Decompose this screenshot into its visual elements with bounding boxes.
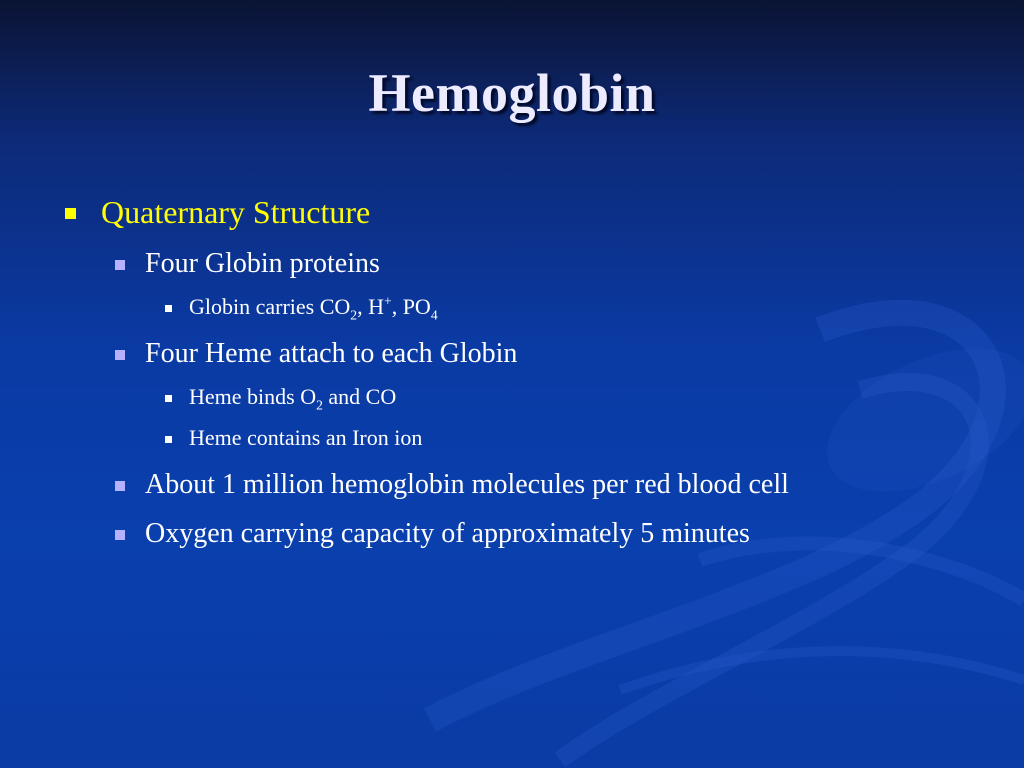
bullet-text-part: and CO <box>322 384 397 409</box>
square-bullet-icon <box>115 481 125 491</box>
bullet-text: Heme contains an Iron ion <box>189 425 423 450</box>
bullet-globin-carries <box>189 293 438 323</box>
square-bullet-icon <box>65 208 76 219</box>
bullet-text-part: Heme binds O <box>189 384 317 409</box>
bullet-text: About 1 million hemoglobin molecules per red blood cell <box>145 469 789 500</box>
slide-title: Hemoglobin <box>368 63 656 123</box>
bullet-four-globin-proteins <box>145 250 380 278</box>
bullet-four-heme-attach <box>145 340 517 368</box>
subscript: 2 <box>350 307 358 323</box>
bullet-text: Four Globin proteins <box>145 248 380 279</box>
square-bullet-icon <box>165 305 172 312</box>
bullet-heme-contains-iron <box>189 427 422 449</box>
square-bullet-icon <box>115 530 125 540</box>
bullet-text: Oxygen carrying capacity of approximately 5 minutes <box>145 518 750 549</box>
bullet-text-part: , PO <box>391 294 431 319</box>
square-bullet-icon <box>115 350 125 360</box>
bullet-text: Four Heme attach to each Globin <box>145 338 518 369</box>
bullet-heme-binds <box>189 384 397 413</box>
subscript: 2 <box>316 397 323 413</box>
square-bullet-icon <box>165 395 172 402</box>
bullet-text-part: Globin carries CO <box>189 294 351 319</box>
square-bullet-icon <box>115 260 125 270</box>
subscript: 4 <box>430 307 438 323</box>
bullet-quaternary-structure <box>101 196 370 228</box>
superscript: + <box>384 293 392 309</box>
bullet-oxygen-capacity <box>145 520 750 548</box>
bullet-million-molecules <box>145 471 789 499</box>
bullet-text-part: , H <box>357 294 384 319</box>
square-bullet-icon <box>165 436 172 443</box>
bullet-text: Quaternary Structure <box>101 194 371 230</box>
